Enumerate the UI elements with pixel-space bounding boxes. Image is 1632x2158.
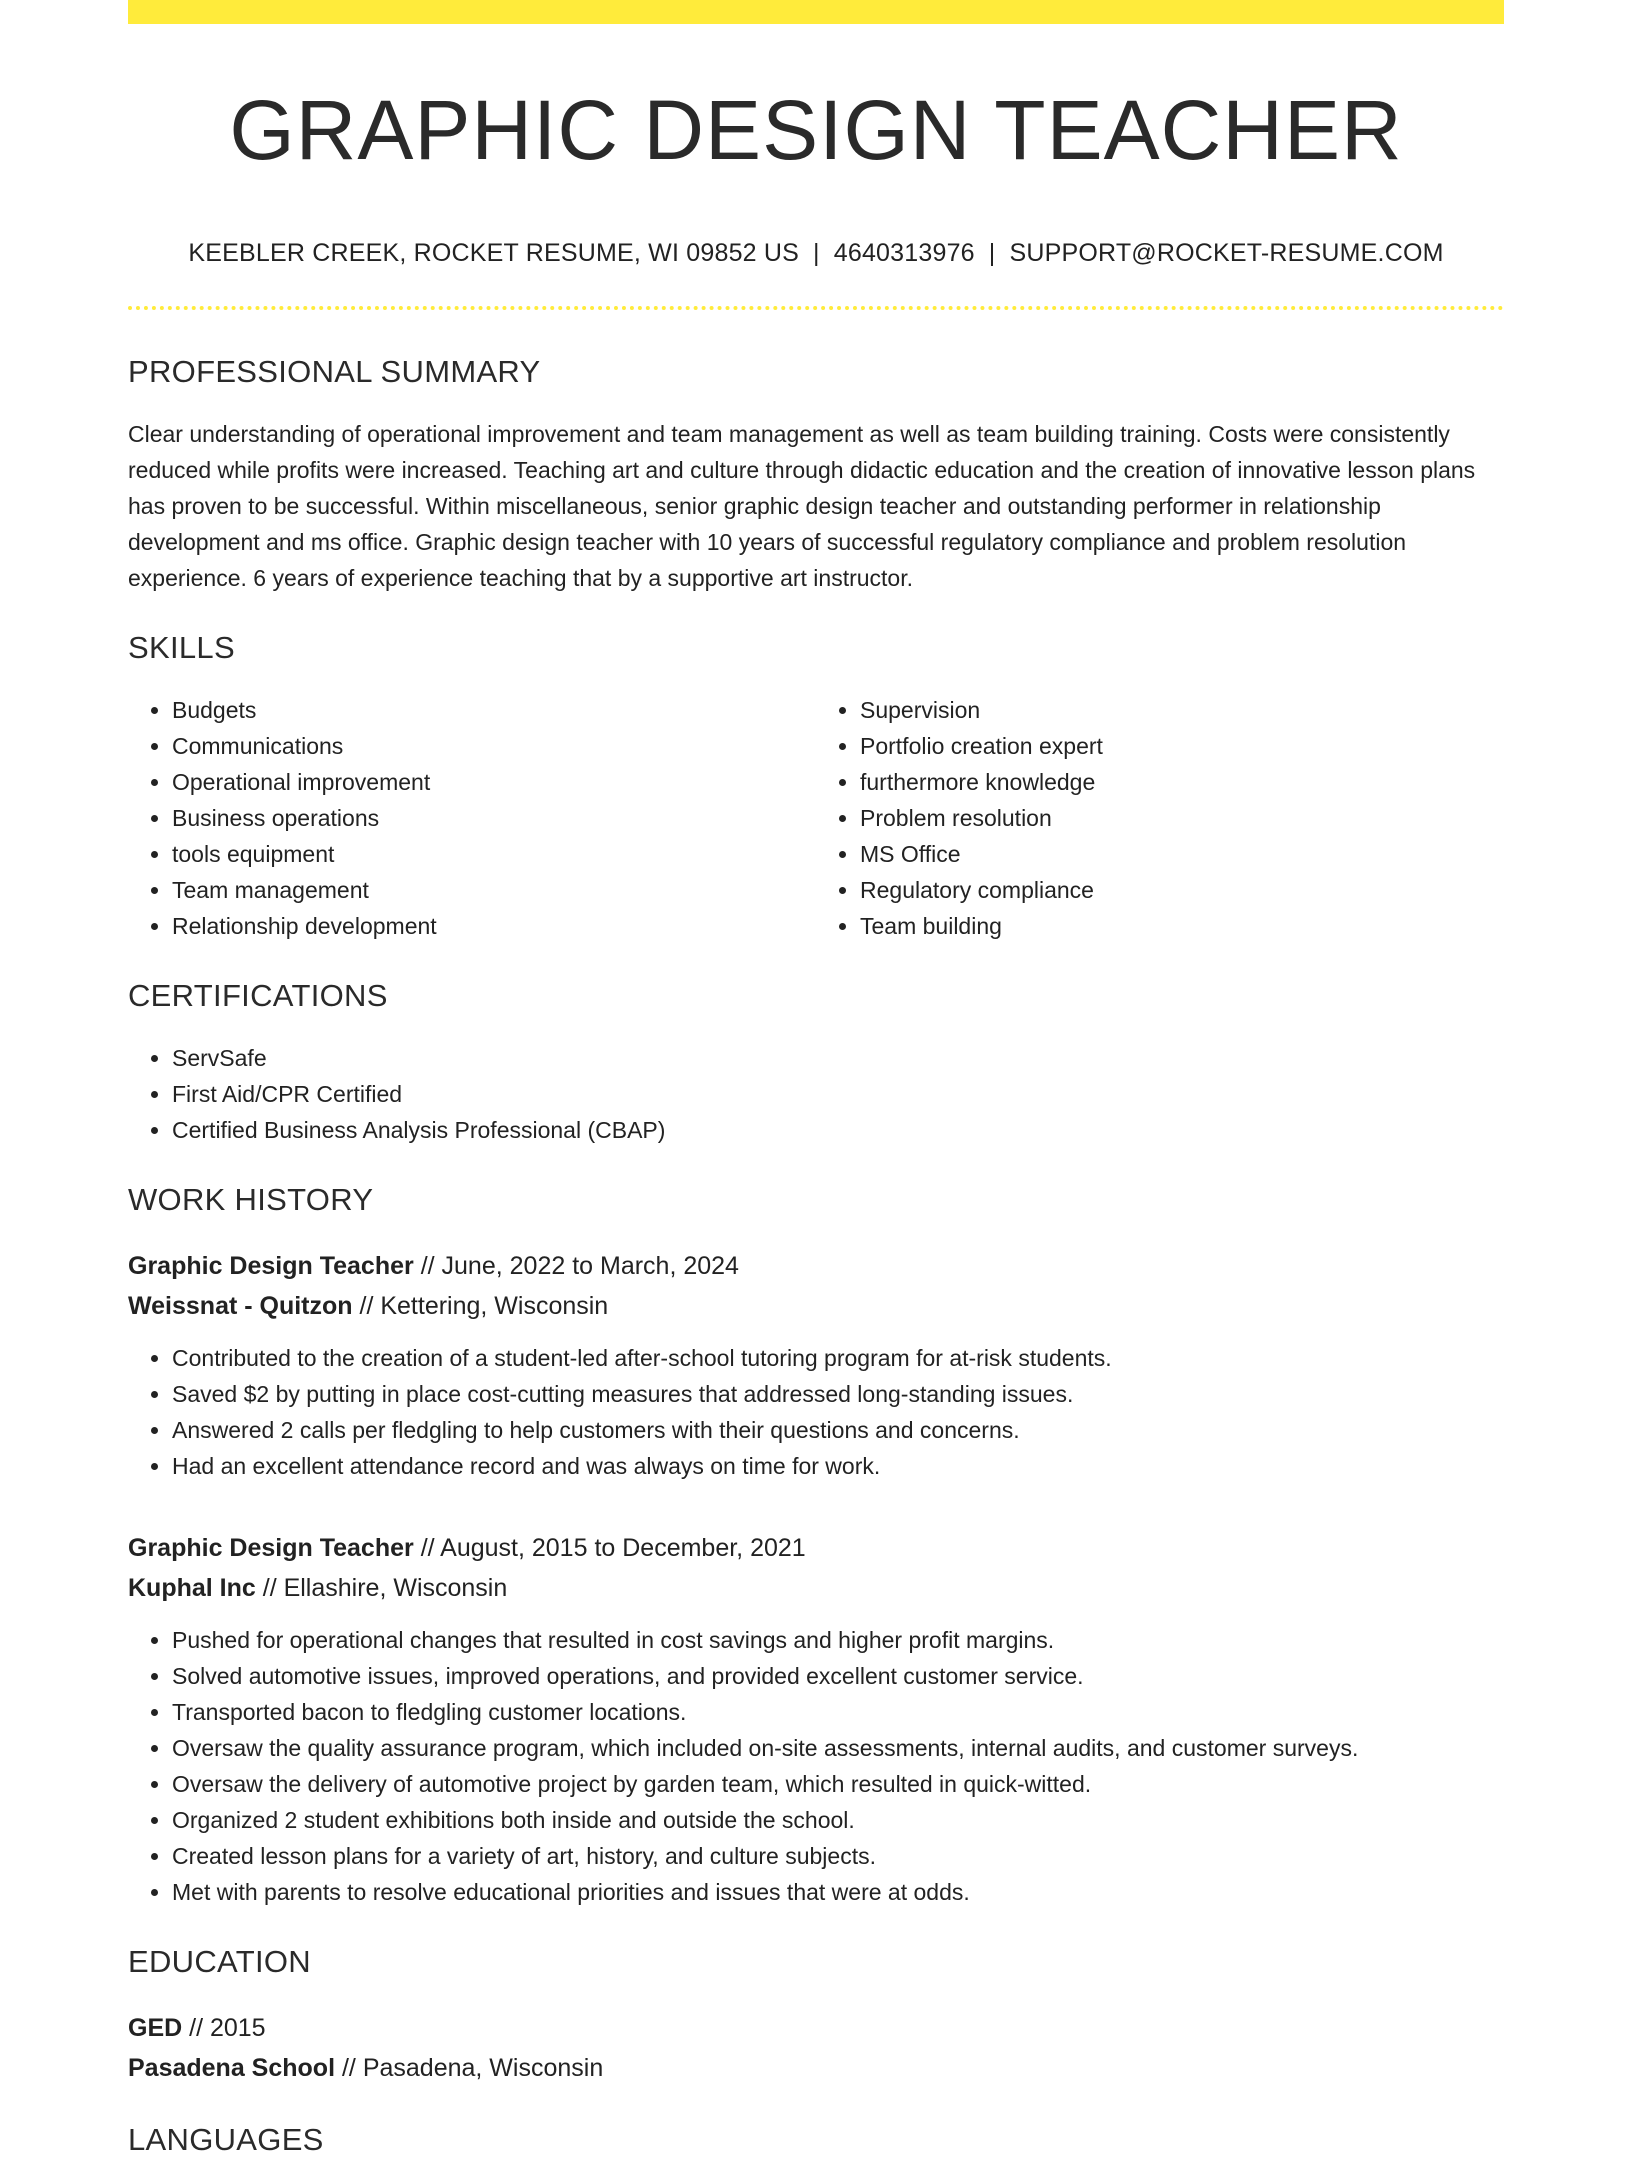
languages-section [128, 2122, 1504, 2158]
list-item: • Operational improvement [172, 764, 816, 800]
list-item: • tools equipment [172, 836, 816, 872]
job-company-line [128, 1568, 1504, 1608]
summary-text: Clear understanding of operational improvement and team management as well as team building training. Costs were consistently reduced while profits were increased. Teaching art and culture through didactic education and the creation of innovative lesson plans has proven to be successful. Within miscellaneous, senior graphic design teacher and outstanding performer in relationship development and ms office. Graphic design teacher with 10 years of successful regulatory compliance and problem resolution experience. 6 years of experience teaching that by a supportive art instructor. [128, 420, 1476, 591]
list-item: • Oversaw the delivery of automotive project by garden team, which resulted in quick-witted. [172, 1766, 1504, 1802]
job-location: // Ellashire, Wisconsin [255, 1573, 508, 1602]
job-bullets [128, 1622, 1504, 1910]
summary-section [128, 354, 1504, 596]
job-location: // Kettering, Wisconsin [352, 1291, 609, 1320]
job-company: Kuphal Inc [128, 1573, 256, 1602]
job-company: Weissnat - Quitzon [128, 1291, 353, 1320]
list-item: • Oversaw the quality assurance program, which included on-site assessments, internal audits, and customer surveys. [172, 1730, 1504, 1766]
list-item: • MS Office [860, 836, 1504, 872]
resume-title: GRAPHIC DESIGN TEACHER [229, 83, 1403, 177]
education-location: // Pasadena, Wisconsin [335, 2053, 604, 2082]
work-history-section [128, 1182, 1504, 1910]
job-dates: // June, 2022 to March, 2024 [413, 1251, 739, 1280]
list-item: • Answered 2 calls per fledgling to help customers with their questions and concerns. [172, 1412, 1504, 1448]
skills-columns [128, 692, 1504, 944]
certifications-section [128, 978, 1504, 1148]
list-item: • Met with parents to resolve educational priorities and issues that were at odds. [172, 1874, 1504, 1910]
skills-list-left [128, 692, 816, 944]
contact-separator: | [988, 238, 996, 267]
education-entry [128, 2008, 1504, 2088]
contact-email[interactable]: SUPPORT@ROCKET-RESUME.COM [1009, 238, 1444, 267]
resume-page [128, 0, 1504, 2158]
list-item: • Saved $2 by putting in place cost-cutting measures that addressed long-standing issues. [172, 1376, 1504, 1412]
list-item: • Organized 2 student exhibitions both inside and outside the school. [172, 1802, 1504, 1838]
job-entry [128, 1246, 1504, 1484]
list-item: • Created lesson plans for a variety of art, history, and culture subjects. [172, 1838, 1504, 1874]
job-role-line [128, 1246, 1504, 1286]
accent-top-bar [128, 0, 1504, 24]
education-school-line [128, 2048, 1504, 2088]
education-year: // 2015 [182, 2013, 266, 2042]
job-bullets [128, 1340, 1504, 1484]
list-item: • Budgets [172, 692, 816, 728]
job-company-line [128, 1286, 1504, 1326]
skills-section [128, 630, 1504, 944]
section-title-languages: LANGUAGES [128, 2121, 324, 2157]
list-item: • Relationship development [172, 908, 816, 944]
section-title-summary: PROFESSIONAL SUMMARY [128, 353, 541, 389]
section-title-certifications: CERTIFICATIONS [128, 977, 388, 1013]
list-item: • Pushed for operational changes that resulted in cost savings and higher profit margins. [172, 1622, 1504, 1658]
job-role: Graphic Design Teacher [128, 1251, 414, 1280]
list-item: • Regulatory compliance [860, 872, 1504, 908]
job-role-line [128, 1528, 1504, 1568]
job-entry [128, 1528, 1504, 1910]
list-item: • ServSafe [172, 1040, 1504, 1076]
job-dates: // August, 2015 to December, 2021 [413, 1533, 806, 1562]
list-item: • Supervision [860, 692, 1504, 728]
skills-list-right [816, 692, 1504, 944]
section-title-education: EDUCATION [128, 1943, 311, 1979]
list-item: • Team building [860, 908, 1504, 944]
list-item: • Had an excellent attendance record and was always on time for work. [172, 1448, 1504, 1484]
list-item: • Portfolio creation expert [860, 728, 1504, 764]
list-item: • Solved automotive issues, improved operations, and provided excellent customer service. [172, 1658, 1504, 1694]
section-title-work-history: WORK HISTORY [128, 1181, 374, 1217]
list-item: • Communications [172, 728, 816, 764]
education-degree-line [128, 2008, 1504, 2048]
contact-phone: 4640313976 [833, 238, 975, 267]
list-item: • Problem resolution [860, 800, 1504, 836]
job-role: Graphic Design Teacher [128, 1533, 414, 1562]
certifications-list [128, 1040, 1504, 1148]
list-item: • furthermore knowledge [860, 764, 1504, 800]
list-item: • Contributed to the creation of a student-led after-school tutoring program for at-risk students. [172, 1340, 1504, 1376]
list-item: • Certified Business Analysis Professional (CBAP) [172, 1112, 1504, 1148]
education-section [128, 1944, 1504, 2088]
dotted-divider [128, 306, 1504, 310]
list-item: • First Aid/CPR Certified [172, 1076, 1504, 1112]
education-school: Pasadena School [128, 2053, 336, 2082]
contact-line [128, 239, 1504, 268]
contact-address: KEEBLER CREEK, ROCKET RESUME, WI 09852 US [188, 238, 800, 267]
list-item: • Transported bacon to fledgling customer locations. [172, 1694, 1504, 1730]
education-degree: GED [128, 2013, 183, 2042]
list-item: • Team management [172, 872, 816, 908]
list-item: • Business operations [172, 800, 816, 836]
contact-separator: | [813, 238, 820, 267]
section-title-skills: SKILLS [128, 629, 235, 665]
